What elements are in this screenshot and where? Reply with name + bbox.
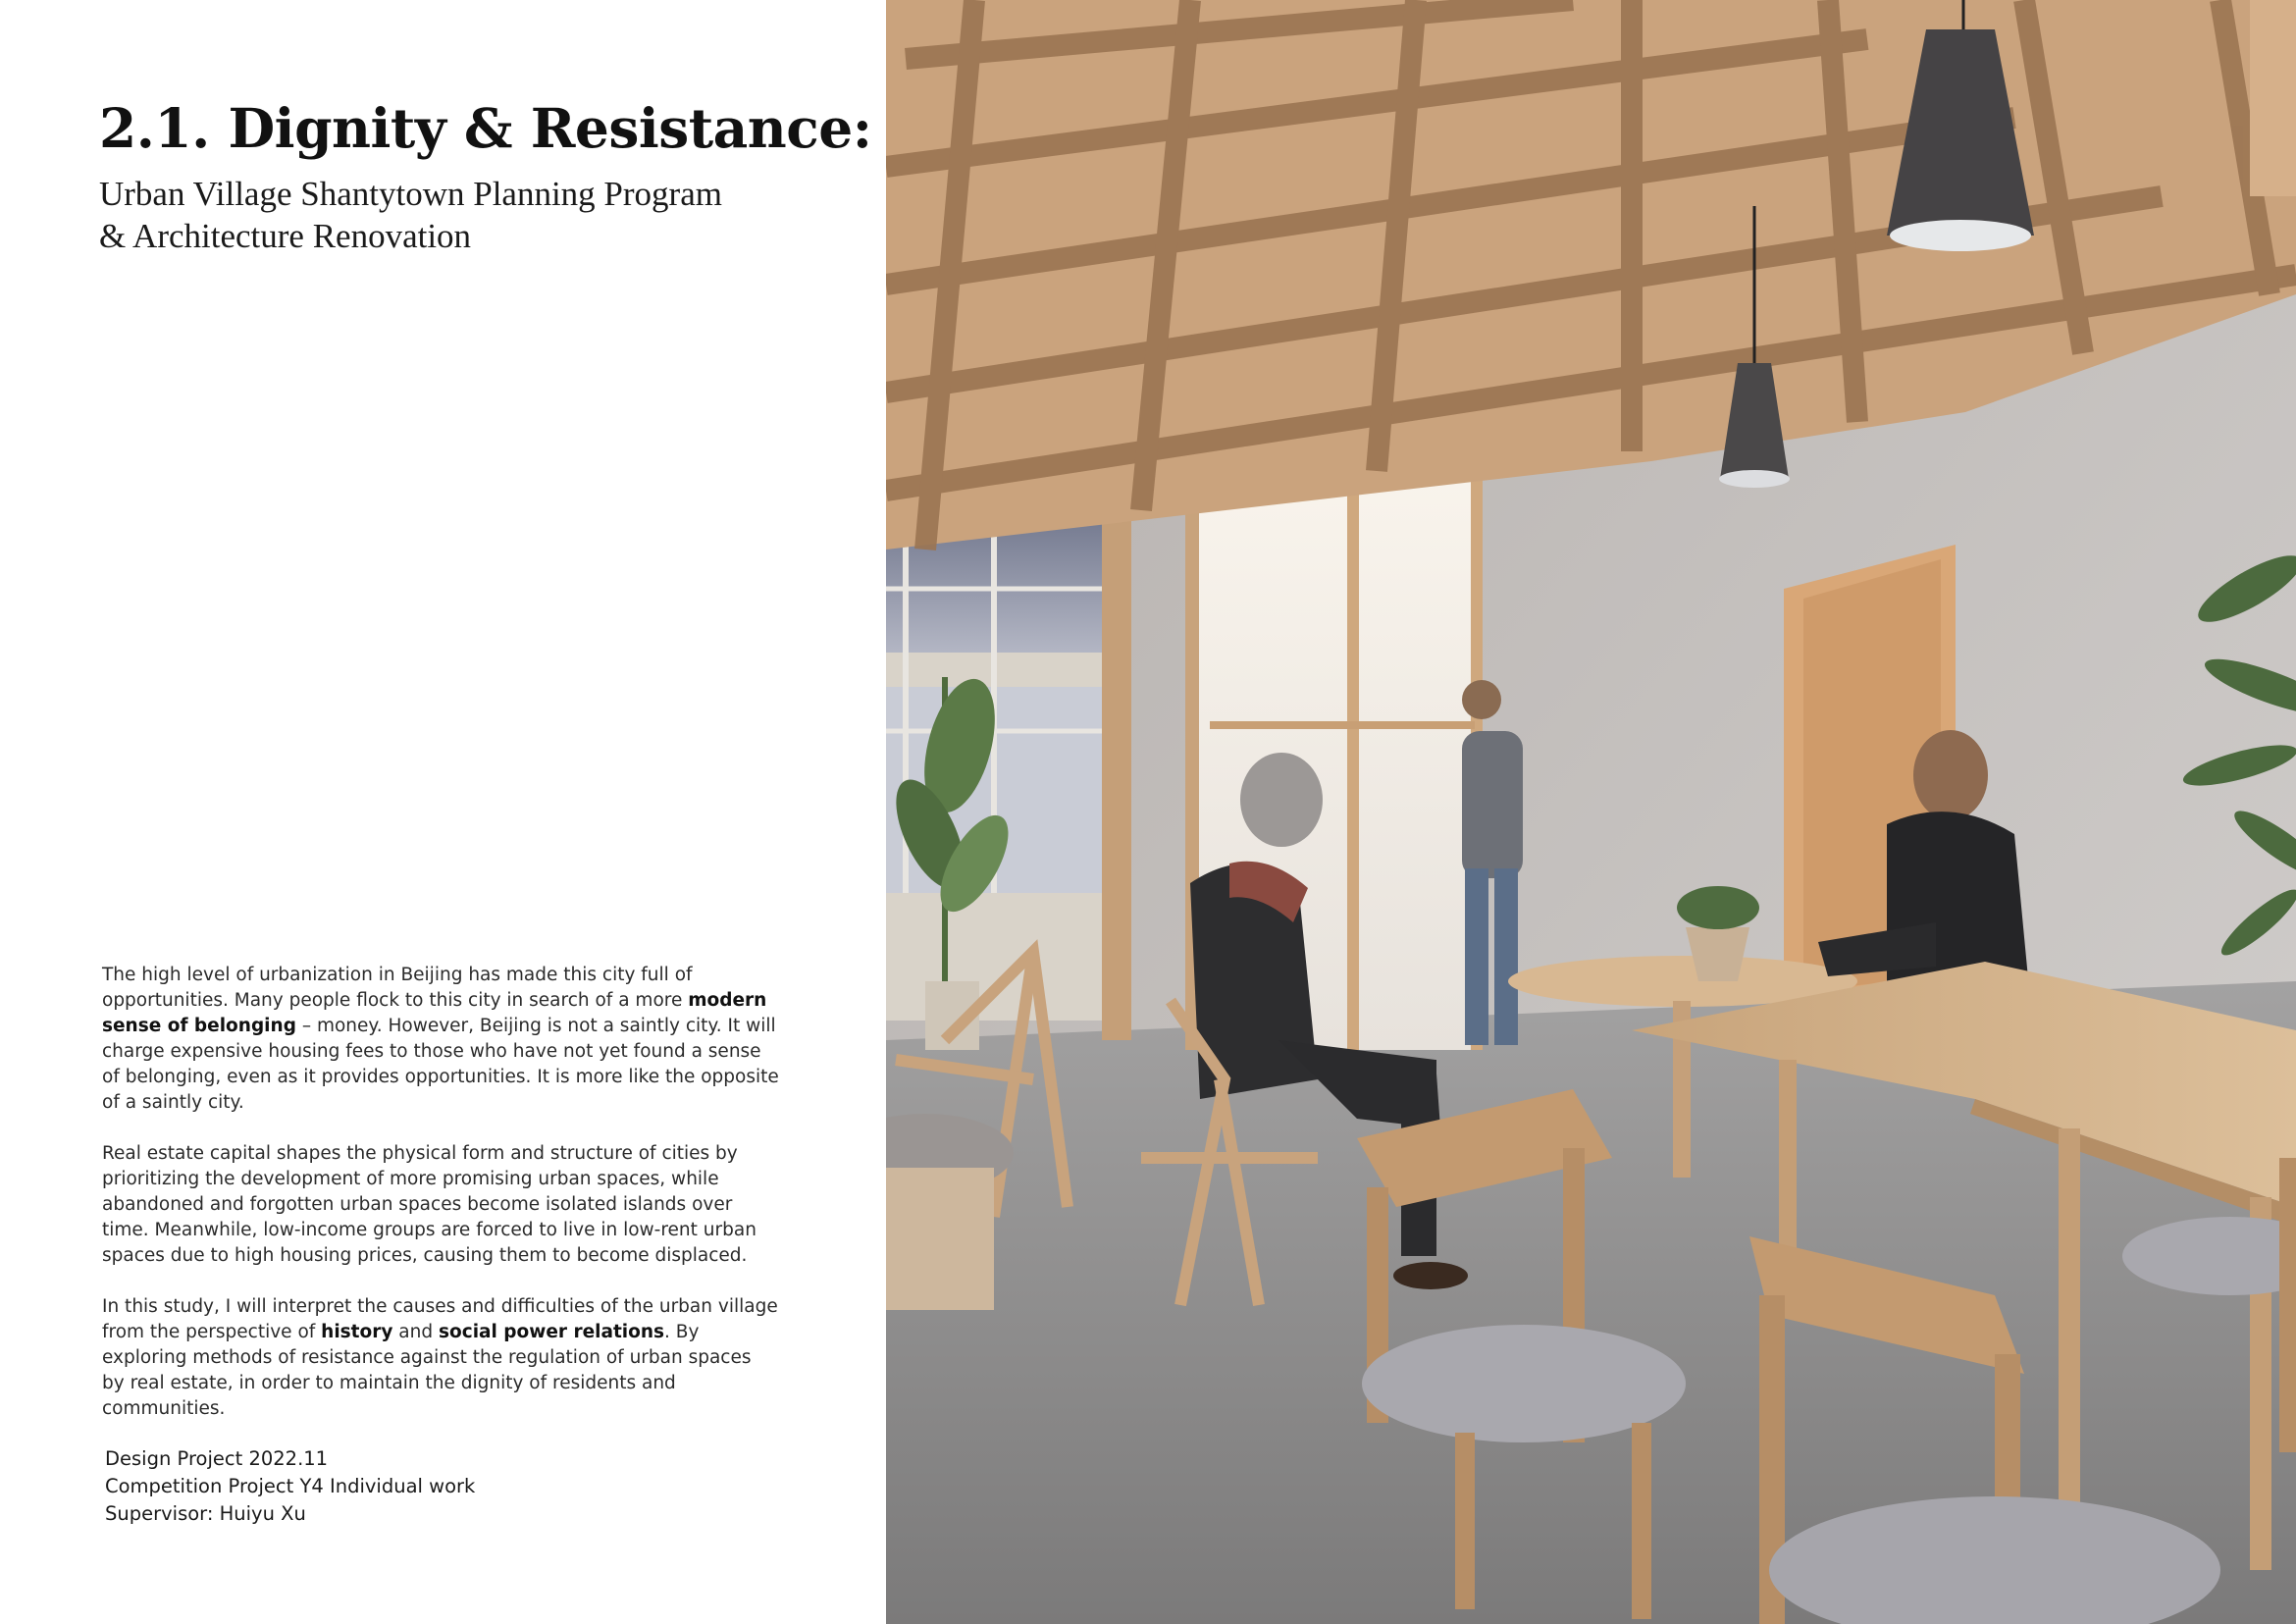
p1-emphasis: modern sense of belonging [102, 990, 767, 1036]
paragraph-3 [102, 1294, 779, 1422]
text-column [0, 0, 886, 1624]
subtitle-line-2: & Architecture Renovation [99, 217, 472, 255]
p3-emphasis-history: history [321, 1322, 393, 1342]
p1-text-a: The high level of urbanization in Beijing has made this city full of opportunities. Many people flock to this city in search of a more [102, 965, 693, 1011]
page-title: 2.1. Dignity & Resistance: [99, 96, 872, 160]
paragraph-1 [102, 963, 779, 1116]
interior-render-svg [886, 0, 2296, 1624]
meta-line-competition: Competition Project Y4 Individual work [105, 1475, 476, 1497]
body-text [102, 963, 779, 1447]
meta-line-design: Design Project 2022.11 [105, 1447, 329, 1470]
page-subtitle [99, 173, 806, 257]
p3-text-a: In this study, I will interpret the causes and difficulties of the urban village from the perspective of [102, 1296, 778, 1342]
interior-render-image [886, 0, 2296, 1624]
subtitle-line-1: Urban Village Shantytown Planning Program [99, 175, 722, 213]
p3-emphasis-social: social power relations [439, 1322, 665, 1342]
p3-text-e: . By exploring methods of resistance against the regulation of urban spaces by real estate, in order to maintain the dignity of residents and communities. [102, 1322, 752, 1419]
p1-text-c: – money. However, Beijing is not a saintly city. It will charge expensive housing fees to those who have not yet found a sense of belonging, even as it provides opportunities. It is more like the opposite of a saintly city. [102, 1016, 779, 1113]
project-meta [105, 1445, 475, 1528]
paragraph-2: Real estate capital shapes the physical form and structure of cities by prioritizing the development of more promising urban spaces, while abandoned and forgotten urban spaces become isolated islands over time. Meanwhile, low-income groups are forced to live in low-rent urban spaces due to high housing prices, causing them to become displaced. [102, 1143, 757, 1266]
meta-line-supervisor: Supervisor: Huiyu Xu [105, 1502, 306, 1525]
p3-text-c: and [392, 1322, 439, 1342]
